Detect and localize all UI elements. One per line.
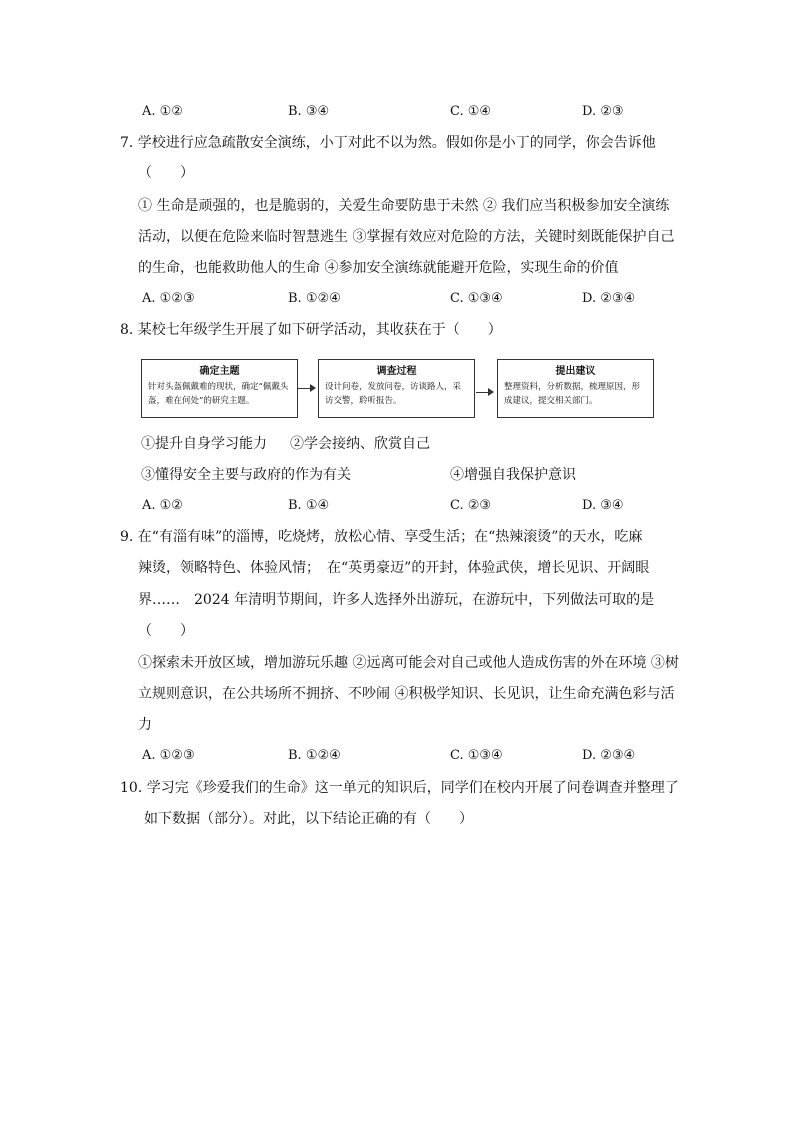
q8-statement-1: ①提升自身学习能力 <box>141 436 267 452</box>
q8-statement-2: ②学会接纳、欣赏自己 <box>290 436 430 452</box>
flow-box-survey-title: 调查过程 <box>376 366 417 377</box>
flow-arrow-2-head <box>488 388 494 396</box>
q7-body-line1: ① 生命是顽强的，也是脆弱的，关爱生命要防患于未然 ② 我们应当积极参加安全演练 <box>138 198 670 214</box>
q9-option-b: B. ①②④ <box>288 748 341 763</box>
q6-option-a: A. ①② <box>142 104 183 119</box>
q9-option-a: A. ①②③ <box>142 748 195 763</box>
flow-box-topic-title: 确定主题 <box>199 366 240 377</box>
q7-option-a: A. ①②③ <box>142 291 195 306</box>
flow-box-topic-body: 针对头盔佩戴难的现状，确定“佩戴头盔，难在何处”的研究主题。 <box>148 382 289 406</box>
q9-stem-line3: 界…… 2024 年清明节期间，许多人选择外出游玩，在游玩中，下列做法可取的是 <box>138 592 655 608</box>
q7-stem-line1: 7. 学校进行应急疏散安全演练，小丁对此不以为然。假如你是小丁的同学，你会告诉他 <box>120 135 656 151</box>
q6-option-b: B. ③④ <box>288 104 330 119</box>
q9-body-line1: ①探索未开放区域，增加游玩乐趣 ②远离可能会对自己或他人造成伤害的外在环境 ③树 <box>138 655 679 671</box>
flow-box-suggestion-title: 提出建议 <box>555 366 596 377</box>
flow-box-topic <box>141 359 298 418</box>
q8-stem: 8. 某校七年级学生开展了如下研学活动，其收获在于（ ） <box>120 322 502 338</box>
q9-stem-line1: 9. 在“有淄有味”的淄博，吃烧烤，放松心情、享受生活；在“热辣滚烫”的天水，吃麻 <box>120 529 643 545</box>
q7-body-line3: 的生命，也能救助他人的生命 ④参加安全演练就能避开危险，实现生命的价值 <box>138 260 619 276</box>
flow-arrow-1-head <box>310 384 316 392</box>
flow-box-suggestion <box>497 359 654 418</box>
q7-option-d: D. ②③④ <box>582 291 636 306</box>
flow-box-suggestion-body: 整理资料，分析数据，梳理原因，形成建议，提交相关部门。 <box>504 382 641 406</box>
q7-option-c: C. ①③④ <box>450 291 503 306</box>
q9-stem-line2: 辣烫，领略特色、体验风情； 在“英勇豪迈”的开封，体验武侠，增长见识、开阔眼 <box>138 560 650 576</box>
q9-body-line3: 力 <box>138 717 152 733</box>
q7-body-line2: 活动，以便在危险来临时智慧逃生 ③掌握有效应对危险的方法，关键时刻既能保护自己 <box>138 229 675 245</box>
q9-stem-line4: （ ） <box>138 623 194 639</box>
q8-option-b: B. ①④ <box>288 498 330 513</box>
q6-option-c: C. ①④ <box>450 104 492 119</box>
q7-option-b: B. ①②④ <box>288 291 341 306</box>
flow-box-survey-body: 设计问卷，发放问卷，访谈路人，采访交警，聆听报告。 <box>325 382 462 406</box>
q8-statement-3: ③懂得安全主要与政府的作为有关 <box>141 467 351 483</box>
q9-option-d: D. ②③④ <box>582 748 636 763</box>
q9-option-c: C. ①③④ <box>450 748 503 763</box>
q8-statement-4: ④增强自我保护意识 <box>450 467 576 483</box>
q8-option-d: D. ③④ <box>582 498 624 513</box>
q8-option-a: A. ①② <box>142 498 183 513</box>
flow-box-survey <box>318 359 475 418</box>
q7-stem-line2: （ ） <box>138 165 194 181</box>
q9-body-line2: 立规则意识，在公共场所不拥挤、不吵闹 ④积极学知识、长见识，让生命充满色彩与活 <box>138 686 675 702</box>
q8-option-c: C. ②③ <box>450 498 492 513</box>
q10-stem-line2: 如下数据（部分）。对此，以下结论正确的有（ ） <box>144 811 473 827</box>
q6-option-d: D. ②③ <box>582 104 624 119</box>
q10-stem-line1: 10. 学习完《珍爱我们的生命》这一单元的知识后，同学们在校内开展了问卷调查并整理了 <box>120 780 679 796</box>
